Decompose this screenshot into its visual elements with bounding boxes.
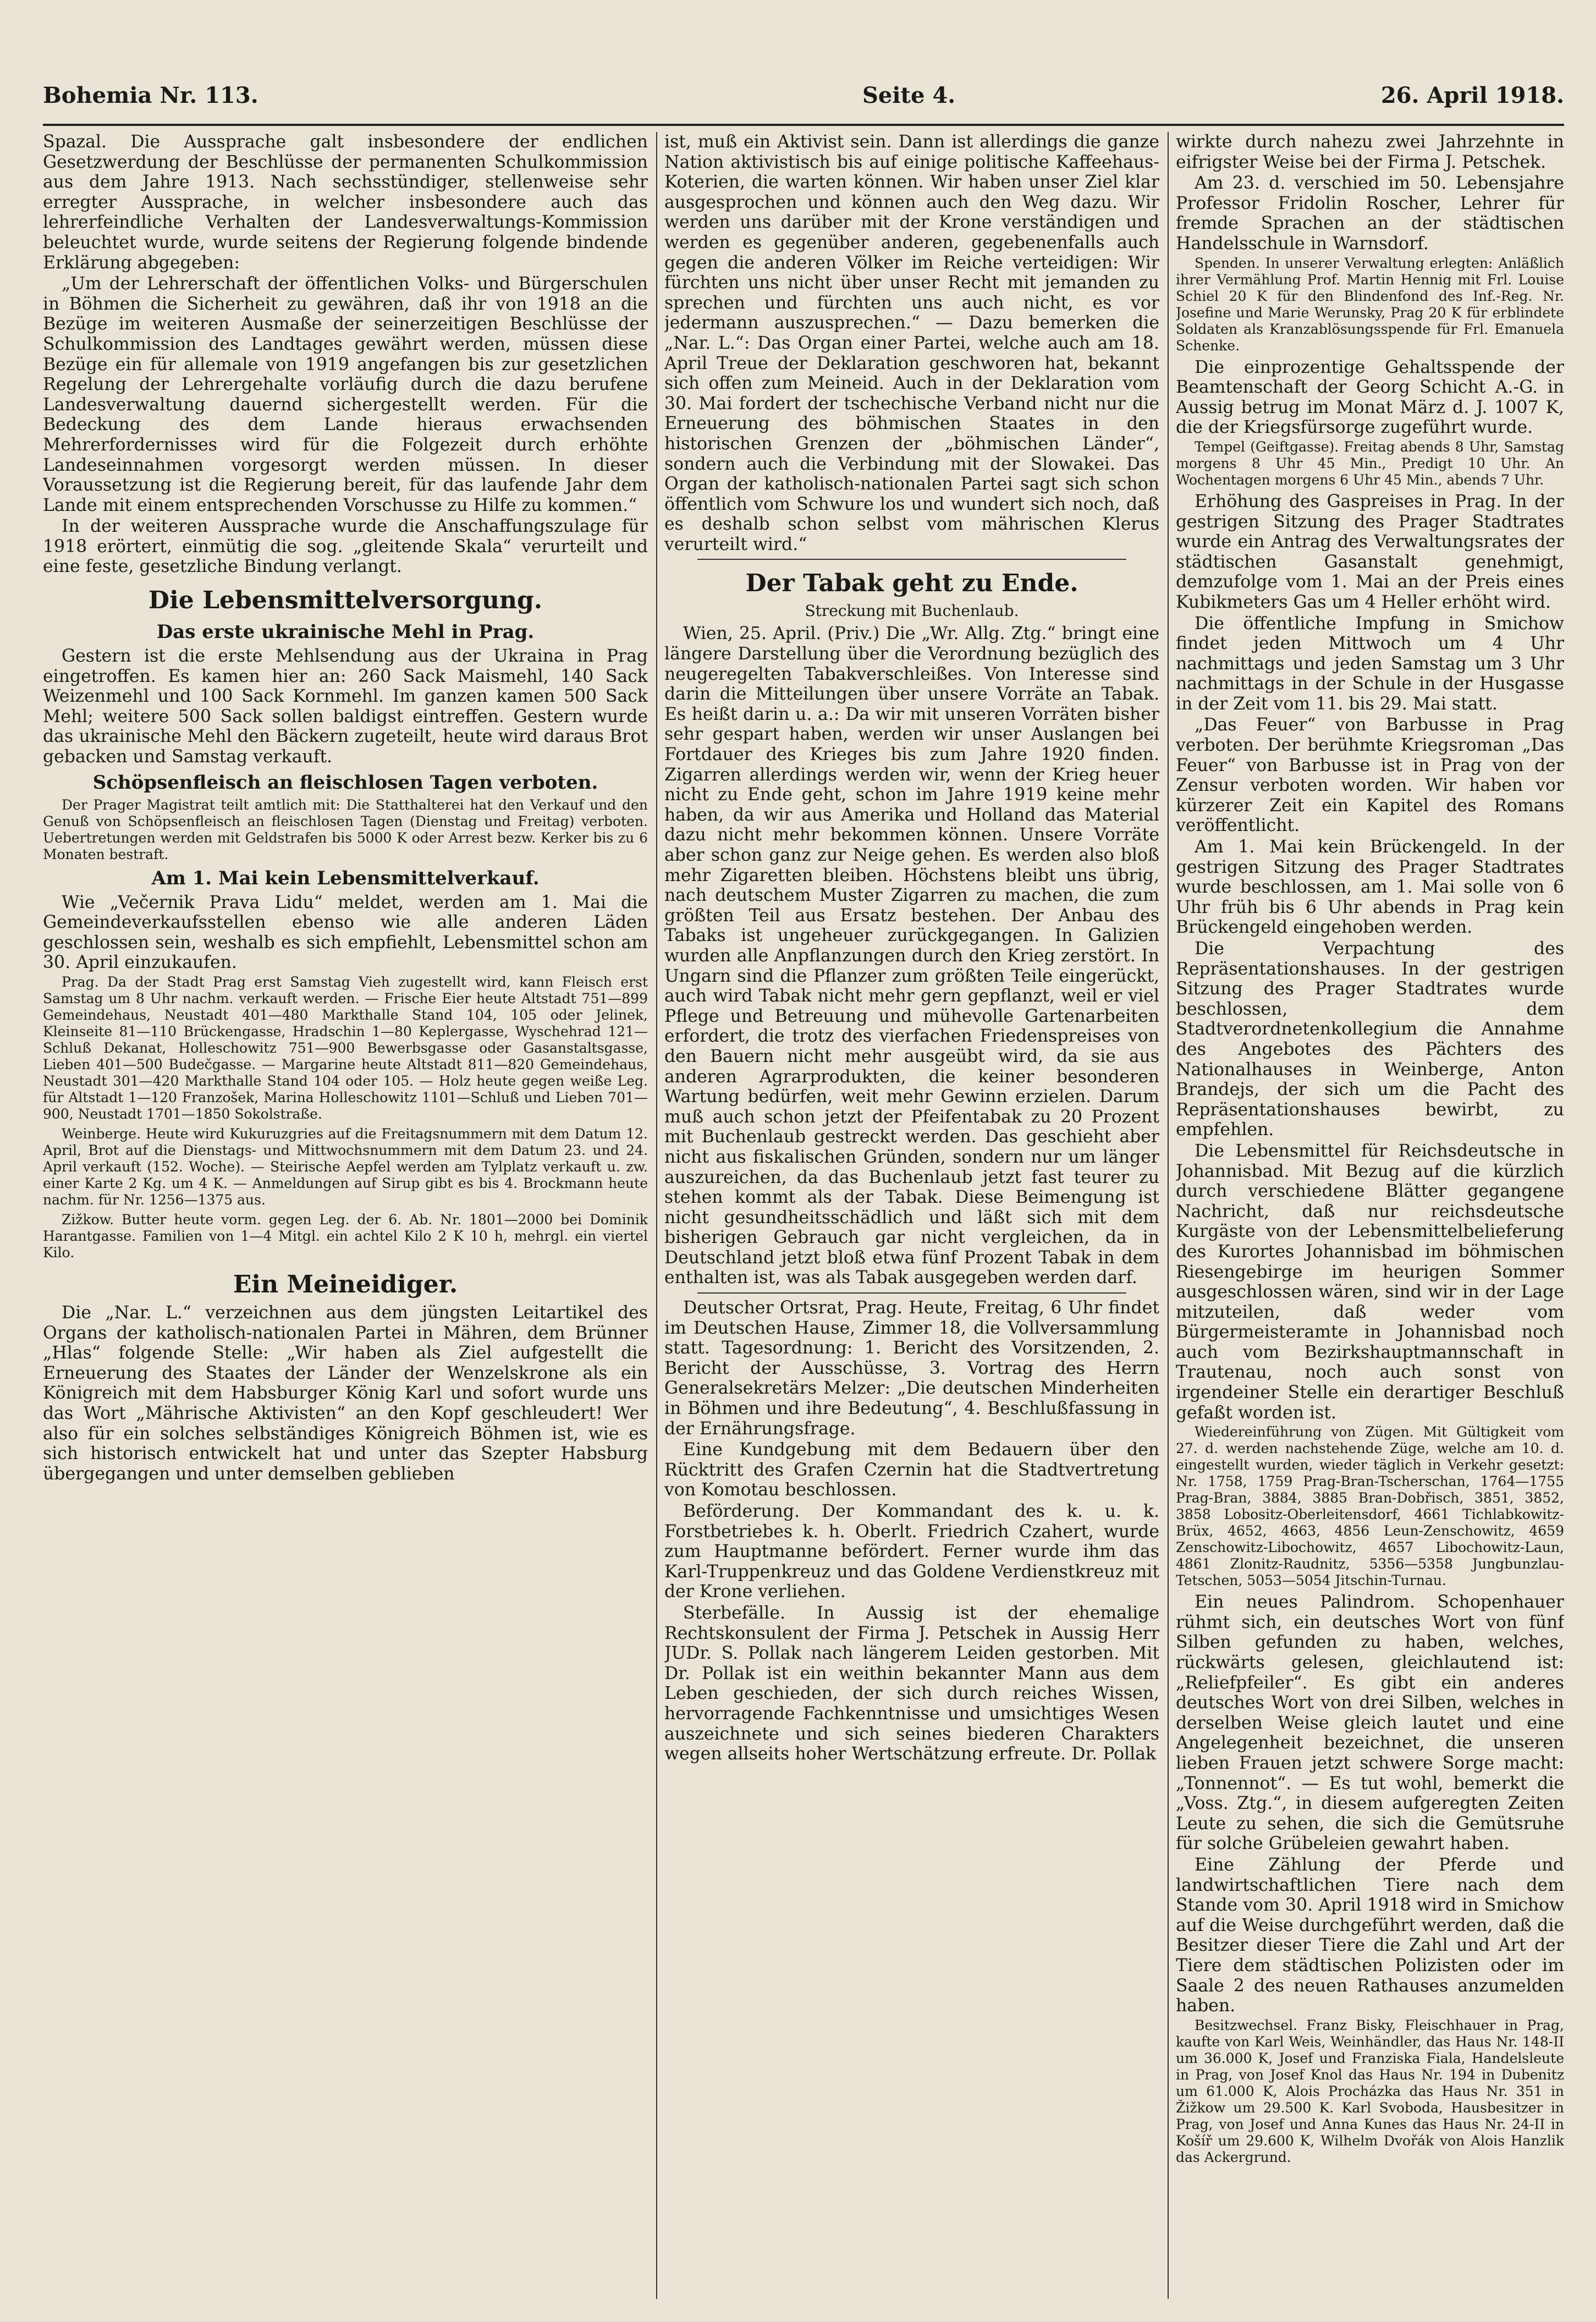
article-paragraph: Deutscher Ortsrat, Prag. Heute, Freitag, 6 Uhr findet im Deutschen Hause, Zimmer 18, die Vollversammlung statt. Tagesordnung: 1. Bericht des Vorsitzenden, 2. Bericht der Ausschüsse, 3. Vortrag des Herrn Generalsekretärs Melzer: „Die deutschen Minderheiten in Böhmen und ihre Bedeutung“, 4. Beschlußfassung in der Ernährungsfrage.: [664, 1298, 1159, 1439]
article-paragraph: „Das Feuer“ von Barbusse in Prag verboten. Der berühmte Kriegsroman „Das Feuer“ von Barbusse ist in Prag von der Zensur verboten worden. Wir haben vor kürzerer Zeit ein Kapitel des Romans veröffentlicht.: [1176, 715, 1564, 836]
article-paragraph: In der weiteren Aussprache wurde die Anschaffungszulage für 1918 erörtert, einmütig die sog. „gleitende Skala“ verurteilt und eine feste, gesetzliche Bindung verlangt.: [43, 516, 648, 577]
article-paragraph: „Um der Lehrerschaft der öffentlichen Volks- und Bürgerschulen in Böhmen die Sicherheit zu gewähren, daß ihr von 1918 an die Bezüge im weiteren Ausmaße der seinerzeitigen Beschlüsse der Schulkommission des Landtages gewährt werden, müssen diese Bezüge ein für allemale von 1919 angefangen bis zur gesetzlichen Regelung der Lehrergehalte vorläufig durch die dazu berufene Landesverwaltung dauernd sichergestellt werden. Für die Bedeckung des dem Lande hieraus erwachsenden Mehrerfordernisses wird für die Folgezeit durch erhöhte Landeseinnahmen vorgesorgt werden müssen. In dieser Voraussetzung ist die Regierung bereit, für das laufende Jahr dem Lande mit einem entsprechenden Vorschusse zu Hilfe zu kommen.“: [43, 274, 648, 515]
notice-paragraph: Der Prager Magistrat teilt amtlich mit: Die Statthalterei hat den Verkauf und den Genuß von Schöpsenfleisch an fleischlosen Tagen (Dienstag und Freitag) verboten. Uebertretungen werden mit Geldstrafen bis 5000 K oder Arrest bezw. Kerker bis zu 6 Monaten bestraft.: [43, 796, 648, 862]
article-paragraph: Eine Zählung der Pferde und landwirtschaftlichen Tiere nach dem Stande vom 30. April 1918 wird in Smichow auf die Weise durchgeführt werden, daß die Besitzer dieser Tiere die Zahl und Art der Tiere dem städtischen Polizisten oder im Saale 2 des neuen Rathauses anzumelden haben.: [1176, 1855, 1564, 2016]
article-paragraph: Die „Nar. L.“ verzeichnen aus dem jüngsten Leitartikel des Organs der katholisch-nationalen Partei in Mähren, dem Brünner „Hlas“ folgende Stelle: „Wir haben als Ziel aufgestellt die Erneuerung des Staates der Länder der Wenzelskrone als ein Königreich mit dem Habsburger König Karl und sofort wurde uns das Wort „Mährische Aktivisten“ an den Kopf geschleudert! Wer also für ein solches selbständiges Königreich Böhmen ist, wie es sich historisch entwickelt hat und unter das Szepter Habsburg übergegangen und unter demselben geblieben: [43, 1303, 648, 1484]
article-paragraph: Ein neues Palindrom. Schopenhauer rühmt sich, ein deutsches Wort von fünf Silben gefunden zu haben, welches, rückwärts gelesen, gleichlautend ist: „Reliefpfeiler“. Es gibt ein anderes deutsches Wort von drei Silben, welches in derselben Weise gleich lautet und eine Angelegenheit bezeichnet, die unseren lieben Frauen jetzt schwere Sorge macht: „Tonnennot“. — Es tut wohl, bemerkt die „Voss. Ztg.“, in diesem aufgeregten Zeiten Leute zu sehen, die sich die Gemütsruhe für solche Grübeleien gewahrt haben.: [1176, 1592, 1564, 1854]
notice-paragraph: Tempel (Geiftgasse). Freitag abends 8 Uhr, Samstag morgens 8 Uhr 45 Min., Predigt 10 Uhr. An Wochentagen morgens 6 Uhr 45 Min., abends 7 Uhr.: [1176, 438, 1564, 488]
article-paragraph: Spazal. Die Aussprache galt insbesondere der endlichen Gesetzwerdung der Beschlüsse der permanenten Schulkommission aus dem Jahre 1913. Nach sechsstündiger, stellenweise sehr erregter Aussprache, in welcher insbesondere auch das lehrerfeindliche Verhalten der Landesverwaltungs-Kommission beleuchtet wurde, wurde seitens der Regierung folgende bindende Erklärung abgegeben:: [43, 132, 648, 273]
article-paragraph: Am 1. Mai kein Brückengeld. In der gestrigen Sitzung des Prager Stadtrates wurde beschlossen, am 1. Mai solle von 6 Uhr früh bis 6 Uhr abends in Prag kein Brückengeld eingehoben werden.: [1176, 837, 1564, 938]
article-paragraph: Erhöhung des Gaspreises in Prag. In der gestrigen Sitzung des Prager Stadtrates wurde ein Antrag des Verwaltungsrates der städtischen Gasanstalt genehmigt, demzufolge vom 1. Mai an der Preis eines Kubikmeters Gas um 4 Heller erhöht wird.: [1176, 491, 1564, 612]
separator: [697, 1292, 1126, 1294]
column-1: [43, 132, 648, 2299]
column-3: [1176, 132, 1564, 2299]
page-header: [43, 82, 1564, 121]
header-rule: [43, 124, 1564, 126]
article-paragraph: ist, muß ein Aktivist sein. Dann ist allerdings die ganze Nation aktivistisch bis auf einige politische Kaffeehaus-Koterien, die warten können. Wir haben unser Ziel klar ausgesprochen und können auch den Weg dazu. Wir werden uns darüber mit der Krone verständigen und werden es gegenüber anderen, gegebenenfalls auch gegen die anderen Völker im Reiche verteidigen: Wir fürchten uns nicht über unser Recht mit jemanden zu sprechen und fürchten uns auch nicht, es vor jedermann auszusprechen.“ — Dazu bemerken die „Nar. L.“: Das Organ einer Partei, welche auch am 18. April Treue der Deklaration geschworen hat, bekannt sich offen zum Meineid. Auch in der Deklaration vom 30. Mai fordert der tschechische Verband nicht nur die Erneuerung des böhmischen Staates in den historischen Grenzen der „böhmischen Länder“, sondern auch die Verbindung mit der Slowakei. Das Organ der katholisch-nationalen Partei sagt sich schon öffentlich vom Schwure los und wundert sich noch, daß es deshalb schon selbst vom mährischen Klerus verurteilt wird.“: [664, 132, 1159, 554]
article-heading: Am 1. Mai kein Lebensmittelverkauf.: [151, 867, 540, 889]
article-paragraph: Die Lebensmittel für Reichsdeutsche in Johannisbad. Mit Bezug auf die kürzlich durch verschiedene Blätter gegangene Nachricht, daß nur reichsdeutsche Kurgäste von der Lebensmittelbelieferung des Kurortes Johannisbad im böhmischen Riesengebirge im heurigen Sommer ausgeschlossen wären, sind wir in der Lage mitzuteilen, daß weder vom Bürgermeisteramte in Johannisbad noch auch vom Bezirkshauptmannschaft in Trautenau, noch auch sonst von irgendeiner Stelle ein derartiger Beschluß gefaßt worden ist.: [1176, 1141, 1564, 1423]
notice-paragraph: Besitzwechsel. Franz Bisky, Fleischhauer in Prag, kaufte von Karl Weis, Weinhändler, das Haus Nr. 148-II um 36.000 K, Josef und Franziska Fiala, Handelsleute in Prag, von Josef Knol das Haus Nr. 194 in Dubenitz um 61.000 K, Alois Procházka das Haus Nr. 351 in Žižkow um 29.500 K. Karl Svoboda, Hausbesitzer in Prag, von Josef und Anna Kunes das Haus Nr. 24-II in Košíř um 29.600 K, Wilhelm Dvořák von Alois Hanzlik das Ackergrund.: [1176, 2017, 1564, 2165]
section-heading: Die Lebensmittelversorgung.: [148, 586, 543, 615]
article-paragraph: wirkte durch nahezu zwei Jahrzehnte in eifrigster Weise bei der Firma J. Petschek.: [1176, 132, 1564, 172]
notice-paragraph: Spenden. In unserer Verwaltung erlegten: Anläßlich ihrer Vermählung Prof. Martin Hennig mit Frl. Louise Schiel 20 K für den Blindenfond des Inf.-Reg. Nr. Josefine und Marie Werunsky, Prag 20 K für erblindete Soldaten als Kranzablösungsspende für Frl. Emanuela Schenke.: [1176, 255, 1564, 354]
notice-paragraph: Wiedereinführung von Zügen. Mit Gültigkeit vom 27. d. werden nachstehende Züge, welche am 10. d. eingestellt wurden, wieder täglich in Verkehr gesetzt: Nr. 1758, 1759 Prag-Bran-Tscherschan, 1764—1755 Prag-Bran, 3884, 3885 Bran-Dobřisch, 3851, 3852, 3858 Lobositz-Oberleitensdorf, 4661 Tichlabkowitz-Brüx, 4652, 4663, 4856 Leun-Zenschowitz, 4659 Zenschowitz-Libochowitz, 4657 Libochowitz-Laun, 4861 Zlonitz-Raudnitz, 5356—5358 Jungbunzlau-Tetschen, 5053—5054 Jitschin-Turnau.: [1176, 1424, 1564, 1589]
article-paragraph: Die einprozentige Gehaltsspende der Beamtenschaft der Georg Schicht A.-G. in Aussig betrug im Monat März d. J. 1007 K, die der Kriegsfürsorge zugeführt wurde.: [1176, 357, 1564, 438]
column-rule: [656, 132, 657, 2299]
header-date: 26. April 1918.: [1380, 82, 1564, 108]
article-heading: Der Tabak geht zu Ende.: [745, 569, 1078, 598]
notice-paragraph: Weinberge. Heute wird Kukuruzgries auf die Freitagsnummern mit dem Datum 12. April, Brot auf die Dienstags- und Mittwochsnummern mit dem Datum 23. und 24. April verkauft (152. Woche). — Steirische Aepfel werden am Tylplatz verkauft u. zw. einer Karte 2 Kg. um 4 K. — Anmeldungen auf Sirup gibt es bis 4. Brockmann heute nachm. für Nr. 1256—1375 aus.: [43, 1126, 648, 1208]
column-2: [664, 132, 1159, 2299]
column-rule: [1168, 132, 1169, 2299]
article-heading: Das erste ukrainische Mehl in Prag.: [156, 621, 535, 643]
article-paragraph: Am 23. d. verschied im 50. Lebensjahre Professor Fridolin Roscher, Lehrer für fremde Sprachen an der städtischen Handelsschule in Warnsdorf.: [1176, 173, 1564, 254]
article-paragraph: Eine Kundgebung mit dem Bedauern über den Rücktritt des Grafen Czernin hat die Stadtvertretung von Komotau beschlossen.: [664, 1440, 1159, 1500]
article-heading: Schöpsenfleisch an fleischlosen Tagen verboten.: [92, 771, 598, 794]
article-paragraph: Beförderung. Der Kommandant des k. u. k. Forstbetriebes k. h. Oberlt. Friedrich Czahert, wurde zum Hauptmanne befördert. Ferner wurde ihm das Karl-Truppenkreuz und das Goldene Verdienstkreuz mit der Krone verliehen.: [664, 1501, 1159, 1602]
header-issue: Bohemia Nr. 113.: [43, 82, 258, 108]
article-paragraph: Die Verpachtung des Repräsentationshauses. In der gestrigen Sitzung des Prager Stadtrates wurde beschlossen, dem Stadtverordnetenkollegium die Annahme des Angebotes des Pächters des Nationalhauses in Weinberge, Anton Brandejs, der sich um die Pacht des Repräsentationshauses bewirbt, zu empfehlen.: [1176, 939, 1564, 1140]
article-paragraph: Wien, 25. April. (Priv.) Die „Wr. Allg. Ztg.“ bringt eine längere Darstellung über die Verordnung bezüglich des neugeregelten Tabakverschleißes. Von Interesse sind darin die Mitteilungen über unsere Vorräte an Tabak. Es heißt darin u. a.: Da wir mit unseren Vorräten bisher sehr gespart haben, werden wir unser Auslangen bei Fortdauer des Krieges bis zum Jahre 1920 finden. Zigarren allerdings werden wir, wenn der Krieg heuer nicht zu Ende geht, schon im Jahre 1919 keine mehr haben, da wir aus Amerika und Holland das Material dazu nicht mehr bekommen können. Unsere Vorräte aber schon ganz zur Neige gehen. Es werden also bloß mehr Zigaretten bleiben. Höchstens bleibt uns übrig, nach deutschem Muster Zigarren zu machen, die zum größten Teil aus Ersatz bestehen. Der Anbau des Tabaks ist ungeheuer zurückgegangen. In Galizien wurden alle Anpflanzungen durch den Krieg zerstört. In Ungarn sind die Pflanzer zum größten Teile eingerückt, auch wird Tabak nicht mehr gern gepflanzt, weil er viel Pflege und Betreuung und mühevolle Gartenarbeiten erfordert, die trotz des vierfachen Friedenspreises von den Bauern nicht mehr ausgeübt wird, da sie aus anderen Agrarprodukten, die keiner besonderen Wartung bedürfen, weit mehr Gewinn erzielen. Darum muß auch schon jetzt der Pfeifentabak zu 20 Prozent mit Buchenlaub gestreckt werden. Das geschieht aber nicht aus fiskalischen Gründen, sondern nur um länger auszureichen, da das Buchenlaub jetzt fast teurer zu stehen kommt als der Tabak. Diese Beimengung ist nicht gesundheitsschädlich und läßt sich mit dem bisherigen Gebrauch gar nicht vergleichen, da in Deutschland jetzt bloß etwa fünf Prozent Tabak in dem enthalten ist, was als Tabak ausgegeben werden darf.: [664, 624, 1159, 1288]
columns: [43, 132, 1564, 2299]
article-heading: Ein Meineidiger.: [233, 1270, 458, 1298]
article-subheading: Streckung mit Buchenlaub.: [805, 602, 1019, 620]
article-paragraph: Sterbefälle. In Aussig ist der ehemalige Rechtskonsulent der Firma J. Petschek in Aussig Herr JUDr. S. Pollak nach längerem Leiden gestorben. Mit Dr. Pollak ist ein weithin bekannter Mann aus dem Leben geschieden, der sich durch reiches Wissen, hervorragende Fachkenntnisse und umsichtiges Wesen auszeichnete und sich seines biederen Charakters wegen allseits hoher Wertschätzung erfreute. Dr. Pollak: [664, 1603, 1159, 1764]
separator: [697, 559, 1126, 560]
article-paragraph: Die öffentliche Impfung in Smichow findet jeden Mittwoch um 4 Uhr nachmittags und jeden Samstag um 3 Uhr nachmittags in der Schule in der Husgasse in der Zeit vom 11. bis 29. Mai statt.: [1176, 613, 1564, 714]
notice-paragraph: Zižkow. Butter heute vorm. gegen Leg. der 6. Ab. Nr. 1801—2000 bei Dominik Harantgasse. Familien von 1—4 Mitgl. ein achtel Kilo 2 K 10 h, mehrgl. ein viertel Kilo.: [43, 1212, 648, 1261]
header-page-number: Seite 4.: [862, 82, 956, 108]
notice-paragraph: Prag. Da der Stadt Prag erst Samstag Vieh zugestellt wird, kann Fleisch erst Samstag um 8 Uhr nachm. verkauft werden. — Frische Eier heute Altstadt 751—899 Gemeindehaus, Neustadt 401—480 Markthalle Stand 104, 105 oder Jelinek, Kleinseite 81—110 Brückengasse, Hradschin 1—80 Keplergasse, Wyschehrad 121—Schluß Dekanat, Holleschowitz 751—900 Bewerbsgasse oder Gasanstaltsgasse, Lieben 401—500 Budečgasse. — Margarine heute Altstadt 811—820 Gemeindehaus, Neustadt 301—420 Markthalle Stand 104 oder 105. — Holz heute gegen weiße Leg. für Altstadt 1—120 Franzošek, Marina Holleschowitz 1101—Schluß und Lieben 701—900, Neustadt 1701—1850 Sokolstraße.: [43, 974, 648, 1122]
article-paragraph: Wie „Večernik Prava Lidu“ meldet, werden am 1. Mai die Gemeindeverkaufsstellen ebenso wie alle anderen Läden geschlossen sein, weshalb es sich empfiehlt, Lebensmittel schon am 30. April einzukaufen.: [43, 892, 648, 973]
article-paragraph: Gestern ist die erste Mehlsendung aus der Ukraina in Prag eingetroffen. Es kamen hier an: 260 Sack Maismehl, 140 Sack Weizenmehl und 100 Sack Kornmehl. Im ganzen kamen 500 Sack Mehl; weitere 500 Sack sollen baldigst eintreffen. Gestern wurde das ukrainische Mehl den Bäckern zugeteilt, heute wird daraus Brot gebacken und Samstag verkauft.: [43, 646, 648, 767]
